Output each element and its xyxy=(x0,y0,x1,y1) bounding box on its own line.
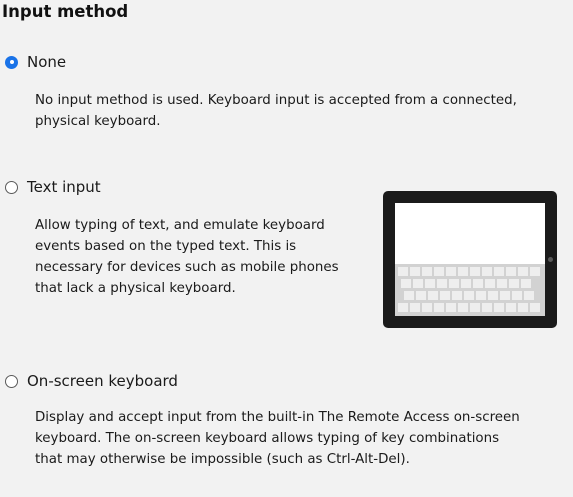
keyboard-key xyxy=(398,267,408,276)
description-line: Allow typing of text, and emulate keyboard xyxy=(35,218,325,233)
keyboard-key xyxy=(410,303,420,312)
keyboard-key xyxy=(518,267,528,276)
keyboard-key xyxy=(446,303,456,312)
option-description-text-input xyxy=(35,215,339,299)
radio-on-screen-keyboard[interactable] xyxy=(5,375,18,388)
keyboard-key xyxy=(428,291,438,300)
keyboard-key xyxy=(470,303,480,312)
option-label-on-screen-keyboard: On-screen keyboard xyxy=(27,372,178,390)
keyboard-key xyxy=(422,303,432,312)
keyboard-key xyxy=(521,279,531,288)
keyboard-key xyxy=(458,267,468,276)
keyboard-key xyxy=(404,291,414,300)
keyboard-key xyxy=(437,279,447,288)
description-line: physical keyboard. xyxy=(35,114,161,129)
keyboard-key xyxy=(401,279,411,288)
tablet-home-button xyxy=(548,257,553,262)
keyboard-key xyxy=(494,267,504,276)
option-label-text-input: Text input xyxy=(27,178,101,196)
radio-none[interactable] xyxy=(5,56,18,69)
keyboard-key xyxy=(449,279,459,288)
keyboard-key xyxy=(410,267,420,276)
keyboard-key xyxy=(494,303,504,312)
keyboard-key xyxy=(476,291,486,300)
keyboard-key xyxy=(488,291,498,300)
keyboard-key xyxy=(482,303,492,312)
option-label-none: None xyxy=(27,53,67,71)
keyboard-key xyxy=(413,279,423,288)
keyboard-key xyxy=(530,267,540,276)
radio-option-text-input[interactable] xyxy=(5,178,101,196)
radio-option-none[interactable] xyxy=(5,53,66,71)
description-line: No input method is used. Keyboard input is accepted from a connected, xyxy=(35,93,517,108)
section-title: Input method xyxy=(2,2,129,21)
keyboard-key xyxy=(509,279,519,288)
keyboard-key xyxy=(485,279,495,288)
option-description-none xyxy=(35,90,517,132)
description-line: that lack a physical keyboard. xyxy=(35,281,236,296)
keyboard-key xyxy=(482,267,492,276)
radio-option-on-screen-keyboard[interactable] xyxy=(5,372,178,390)
keyboard-key xyxy=(512,291,522,300)
keyboard-key xyxy=(425,279,435,288)
keyboard-key xyxy=(518,303,528,312)
keyboard-key xyxy=(434,303,444,312)
keyboard-key xyxy=(524,291,534,300)
keyboard-key xyxy=(506,303,516,312)
tablet-keyboard-icon xyxy=(383,191,557,328)
keyboard-key xyxy=(440,291,450,300)
keyboard-key xyxy=(461,279,471,288)
keyboard-key xyxy=(497,279,507,288)
keyboard-key xyxy=(506,267,516,276)
keyboard-key xyxy=(464,291,474,300)
keyboard-key xyxy=(398,303,408,312)
keyboard-key xyxy=(422,267,432,276)
keyboard-key xyxy=(452,291,462,300)
description-line: that may otherwise be impossible (such as Ctrl-Alt-Del). xyxy=(35,452,410,467)
tablet-keyboard xyxy=(395,264,545,316)
keyboard-key xyxy=(473,279,483,288)
keyboard-key xyxy=(434,267,444,276)
radio-text-input[interactable] xyxy=(5,181,18,194)
option-description-on-screen-keyboard xyxy=(35,407,520,470)
description-line: events based on the typed text. This is xyxy=(35,239,297,254)
keyboard-key xyxy=(500,291,510,300)
keyboard-key xyxy=(530,303,540,312)
keyboard-key xyxy=(446,267,456,276)
description-line: necessary for devices such as mobile phones xyxy=(35,260,339,275)
tablet-screen xyxy=(395,203,545,316)
keyboard-key xyxy=(470,267,480,276)
keyboard-key xyxy=(416,291,426,300)
keyboard-key xyxy=(458,303,468,312)
description-line: keyboard. The on-screen keyboard allows typing of key combinations xyxy=(35,431,500,446)
description-line: Display and accept input from the built-in The Remote Access on-screen xyxy=(35,410,520,425)
